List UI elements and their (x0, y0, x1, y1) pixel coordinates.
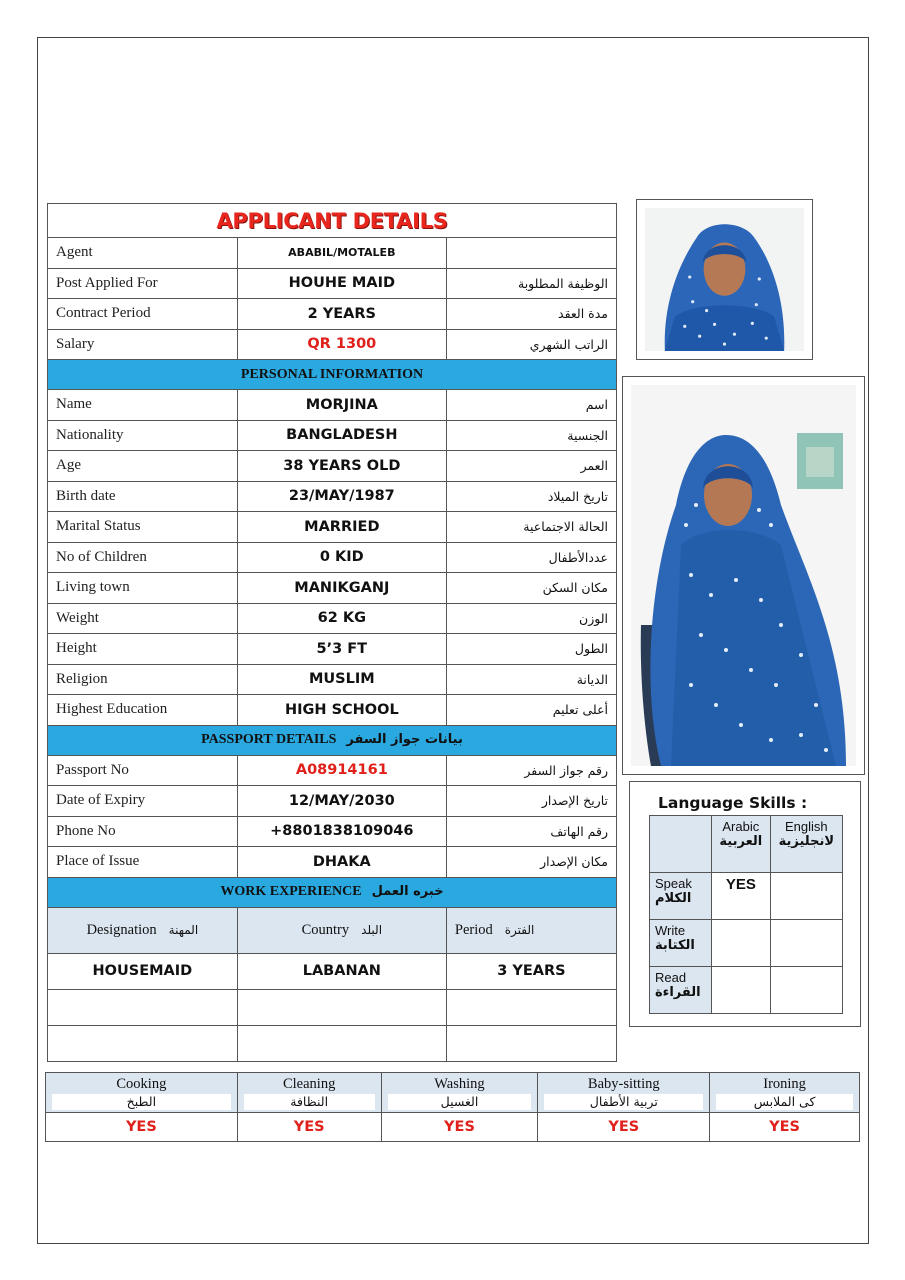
skill-cleaning: Cleaning النظافة (237, 1073, 381, 1113)
personal-row-name: Name MORJINA اسم (48, 390, 617, 421)
personal-row-nationality: Nationality BANGLADESH الجنسية (48, 420, 617, 451)
skills-header-row (46, 1073, 860, 1113)
skill-washing: Washing الغسيل (381, 1073, 538, 1113)
work-columns-row (48, 907, 617, 953)
language-col-english: English لانجليزية (770, 816, 842, 873)
language-row-read: Read القراءة (650, 967, 843, 1014)
personal-row-children: No of Children 0 KID عددالأطفال (48, 542, 617, 573)
applicant-photo-small (645, 208, 804, 351)
detail-row-contract: Contract Period 2 YEARS مدة العقد (48, 299, 617, 330)
skill-cooking: Cooking الطبخ (46, 1073, 238, 1113)
passport-row-phone: Phone No +8801838109046 رقم الهاتف (48, 816, 617, 847)
personal-row-height: Height 5’3 FT الطول (48, 634, 617, 665)
work-row (48, 989, 617, 1025)
work-row (48, 1025, 617, 1061)
applicant-photo-full (631, 385, 856, 766)
detail-row-post: Post Applied For HOUHE MAID الوظيفة المطلوبة (48, 268, 617, 299)
passport-row-place-of-issue: Place of Issue DHAKA مكان الإصدار (48, 847, 617, 878)
passport-photo (636, 199, 813, 360)
skill-baby-sitting: Baby-sitting تربية الأطفال (538, 1073, 710, 1113)
personal-row-weight: Weight 62 KG الوزن (48, 603, 617, 634)
language-header-row (650, 816, 843, 873)
language-col-arabic: Arabic العربية (712, 816, 771, 873)
detail-row-agent: Agent ABABIL/MOTALEB (48, 238, 617, 269)
personal-row-age: Age 38 YEARS OLD العمر (48, 451, 617, 482)
work-col-period: Period الفترة (446, 907, 616, 953)
personal-row-religion: Religion MUSLIM الديانة (48, 664, 617, 695)
passport-details-header: PASSPORT DETAILS بيانات جواز السفر (48, 725, 617, 755)
full-length-photo (622, 376, 865, 775)
skill-ironing: Ironing كى الملابس (710, 1073, 860, 1113)
passport-row-expiry: Date of Expiry 12/MAY/2030 تاريخ الإصدار (48, 786, 617, 817)
personal-row-marital-status: Marital Status MARRIED الحالة الاجتماعية (48, 512, 617, 543)
language-row-speak: Speak الكلام YES (650, 873, 843, 920)
personal-row-living-town: Living town MANIKGANJ مكان السكن (48, 573, 617, 604)
work-col-country: Country البلد (237, 907, 446, 953)
personal-row-birth-date: Birth date 23/MAY/1987 تاريخ الميلاد (48, 481, 617, 512)
language-skills-table (649, 815, 843, 1014)
skills-table (45, 1072, 860, 1142)
work-row: HOUSEMAID LABANAN 3 YEARS (48, 953, 617, 989)
language-skills-box (629, 781, 861, 1027)
work-experience-header: WORK EXPERIENCE خبره العمل (48, 877, 617, 907)
form-title: APPLICANT DETAILS (48, 204, 617, 238)
personal-info-header: PERSONAL INFORMATION (48, 360, 617, 390)
language-row-write: Write الكتابة (650, 920, 843, 967)
detail-row-salary: Salary QR 1300 الراتب الشهري (48, 329, 617, 360)
skills-value-row: YES YES YES YES YES (46, 1113, 860, 1142)
applicant-details-table (47, 203, 617, 1062)
language-skills-title: Language Skills : (658, 794, 808, 812)
work-col-designation: Designation المهنة (48, 907, 238, 953)
passport-row-number: Passport No A08914161 رقم جواز السفر (48, 755, 617, 786)
personal-row-education: Highest Education HIGH SCHOOL أعلى تعليم (48, 695, 617, 726)
